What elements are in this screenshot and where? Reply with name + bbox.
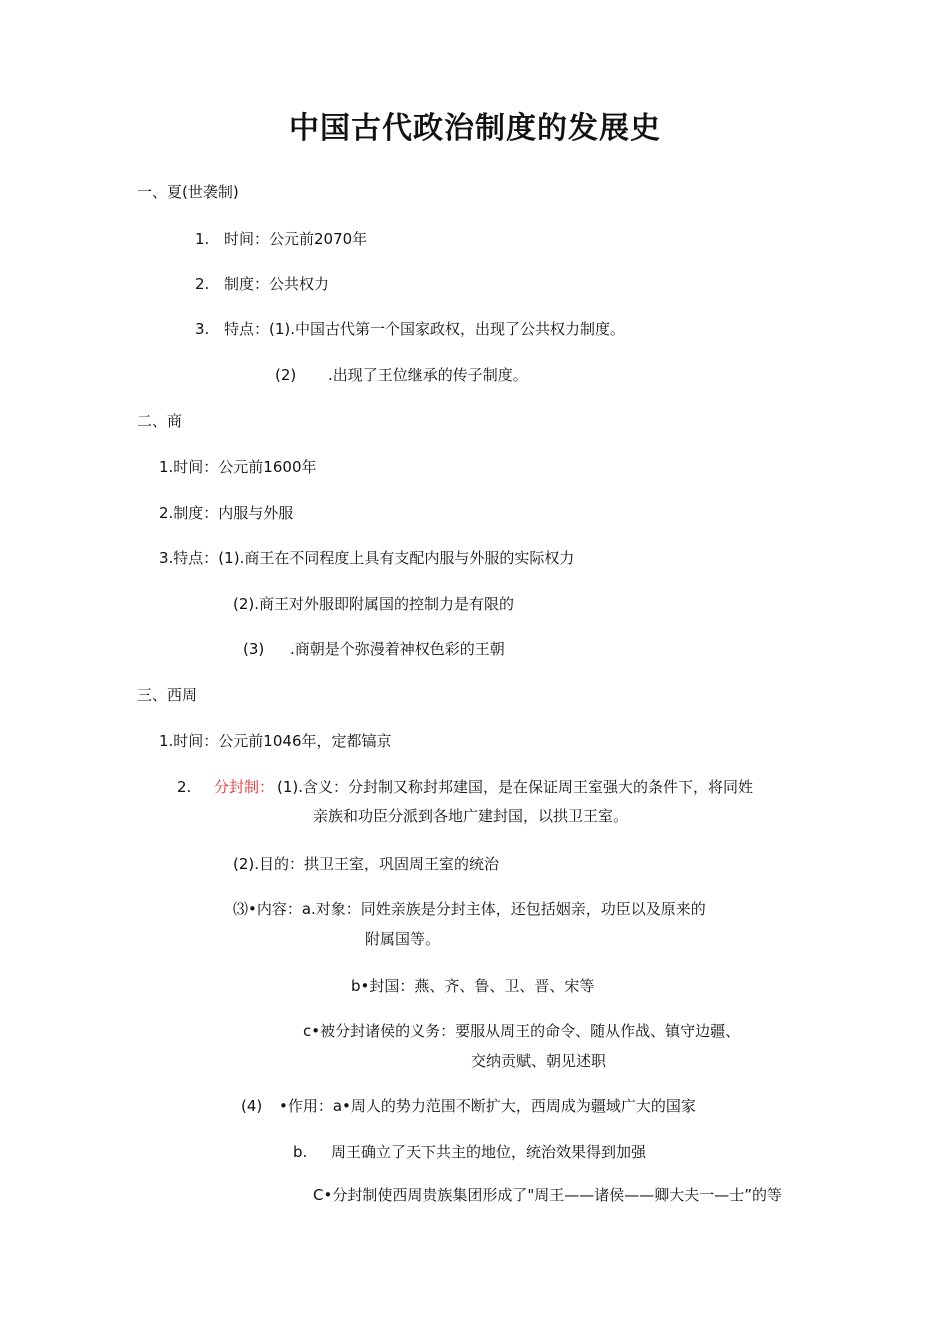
shang-item-3: 3.特点：(1).商王在不同程度上具有支配内服与外服的实际权力 [159, 549, 575, 567]
section-heading-xizhou: 三、西周 [137, 686, 198, 704]
section-heading-xia: 一、夏(世袭制) [137, 183, 239, 201]
xia-item-1-text: 时间：公元前2070年 [224, 230, 368, 248]
xia-sub-2-number: (2) [275, 366, 297, 384]
xia-item-2-number: 2. [195, 275, 210, 293]
xizhou-item-1: 1.时间：公元前1046年，定都镐京 [159, 732, 392, 750]
shang-sub-2: (2).商王对外服即附属国的控制力是有限的 [233, 595, 515, 613]
shang-sub-3-text: .商朝是个弥漫着神权色彩的王朝 [290, 640, 505, 658]
fengjian-effect-b-marker: b. [293, 1143, 308, 1161]
section-heading-shang: 二、商 [137, 412, 183, 430]
xia-item-3-number: 3. [195, 320, 210, 338]
fengjian-effect-c: C•分封制使西周贵族集团形成了"周王——诸侯——卿大夫一—士”的等 [313, 1186, 782, 1204]
shang-sub-3-number: (3) [243, 640, 265, 658]
fengjian-effect-number: (4) [241, 1097, 263, 1115]
shang-item-1: 1.时间：公元前1600年 [159, 458, 317, 476]
fengjian-content-c-line-2: 交纳贡赋、朝见述职 [471, 1052, 607, 1070]
xia-item-3-text: 特点：(1).中国古代第一个国家政权，出现了公共权力制度。 [224, 320, 626, 338]
fengjian-definition-line-2: 亲族和功臣分派到各地广建封国，以拱卫王室。 [313, 807, 629, 825]
fengjian-effect-b-text: 周王确立了天下共主的地位，统治效果得到加强 [331, 1143, 647, 1161]
fengjian-effect-a: •作用：a•周人的势力范围不断扩大，西周成为疆域广大的国家 [279, 1097, 696, 1115]
xia-item-2-text: 制度：公共权力 [224, 275, 330, 293]
fengjian-definition-line-1: (1).含义：分封制又称封邦建国，是在保证周王室强大的条件下，将同姓 [277, 778, 754, 796]
page-title: 中国古代政治制度的发展史 [289, 111, 661, 146]
fengjian-purpose: (2).目的：拱卫王室，巩固周王室的统治 [233, 855, 500, 873]
xia-item-1-number: 1. [195, 230, 210, 248]
fengjian-content-line-1: ⑶•内容：a.对象：同姓亲族是分封主体，还包括姻亲，功臣以及原来的 [233, 900, 706, 918]
xia-sub-2-text: .出现了王位继承的传子制度。 [328, 366, 528, 384]
fengjian-content-line-2: 附属国等。 [365, 930, 441, 948]
fengjian-content-b: b•封国：燕、齐、鲁、卫、晋、宋等 [351, 977, 595, 995]
fengjian-content-c-line-1: c•被分封诸侯的义务：要服从周王的命令、随从作战、镇守边疆、 [303, 1022, 741, 1040]
xizhou-item-2-number: 2. [177, 778, 192, 796]
shang-item-2: 2.制度：内服与外服 [159, 504, 294, 522]
fengjian-label: 分封制： [214, 778, 275, 796]
